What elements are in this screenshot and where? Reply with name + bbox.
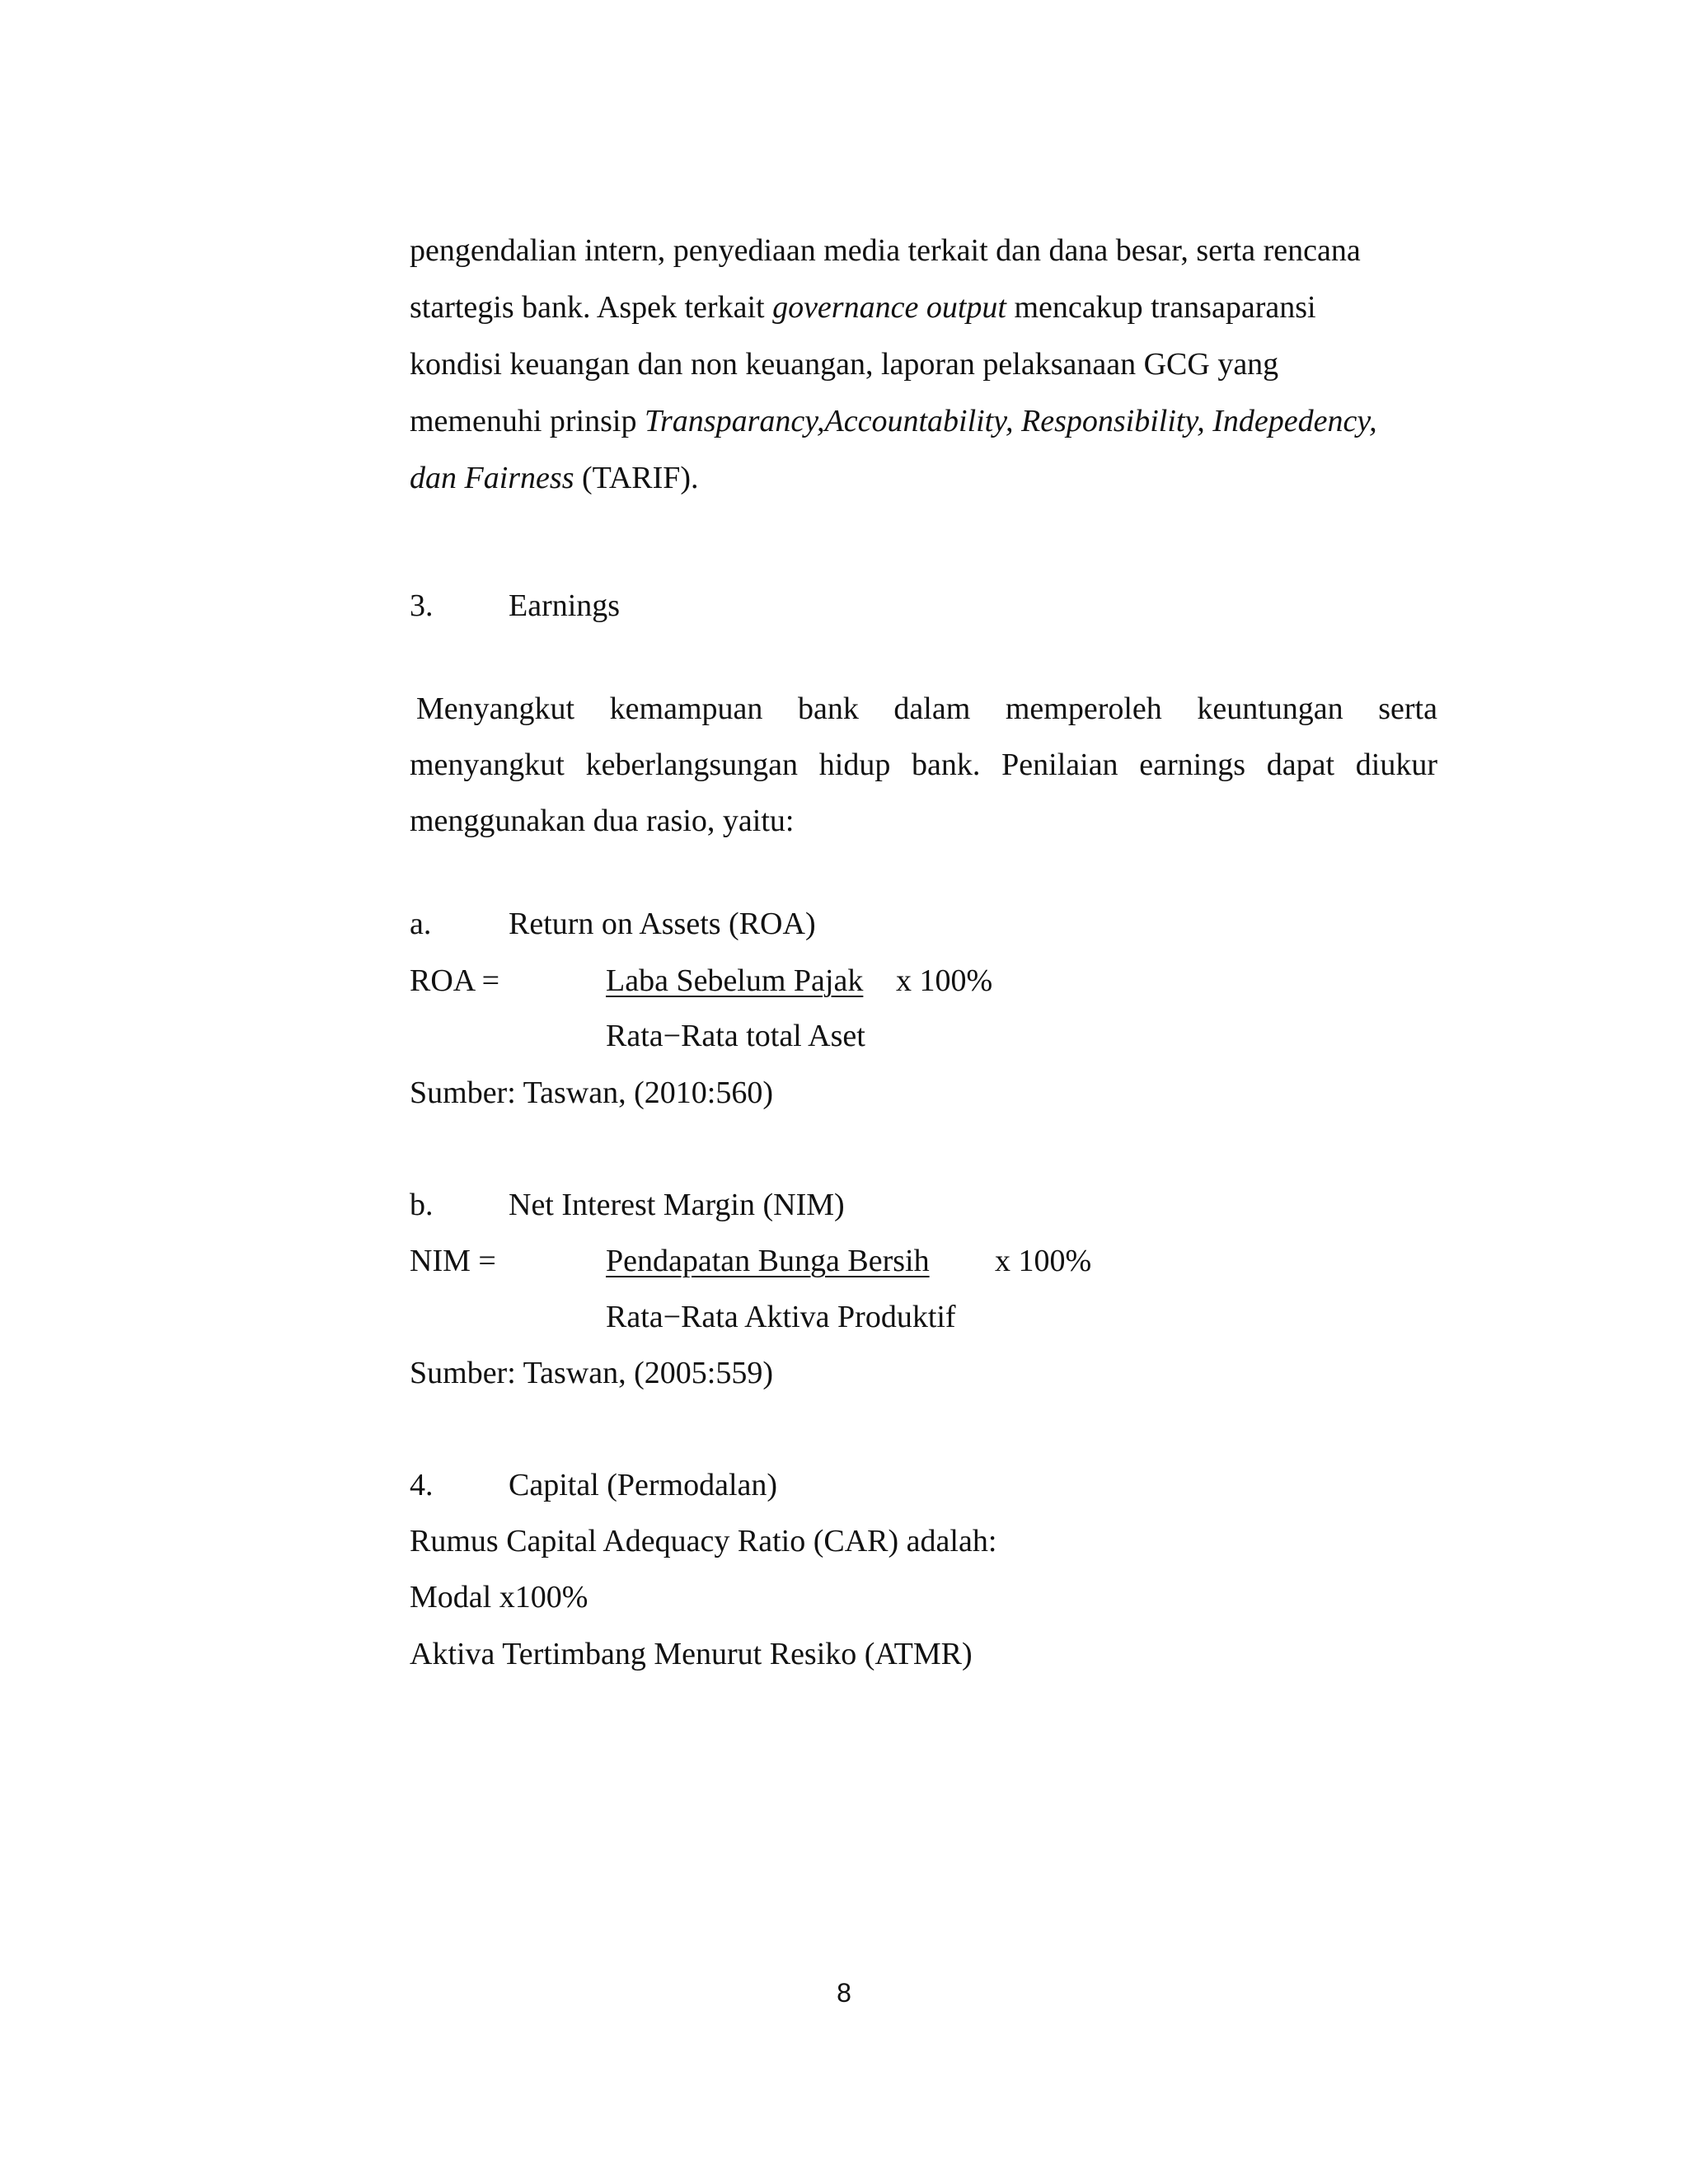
formula-numerator: Pendapatan Bunga Bersih xyxy=(606,1244,930,1278)
formula-roa xyxy=(410,956,1151,1005)
italic-term: governance output xyxy=(772,290,1006,325)
section-heading xyxy=(410,581,904,630)
formula-numerator: Laba Sebelum Pajak xyxy=(606,963,864,998)
paragraph-line xyxy=(410,453,1440,503)
paragraph-line: menggunakan dua rasio, yaitu: xyxy=(410,804,795,838)
section-title: Earnings xyxy=(509,588,621,623)
paragraph-line: Modal x100% xyxy=(410,1580,588,1615)
italic-term: Transparancy,Accountability, Responsibility, Indepedency, xyxy=(644,404,1377,438)
formula-denominator: Rata−Rata total Aset xyxy=(606,1019,865,1053)
subsection-title: Net Interest Margin (NIM) xyxy=(509,1188,845,1222)
section-heading xyxy=(410,1460,1069,1510)
section-title: Capital (Permodalan) xyxy=(509,1468,778,1502)
text-segment: memenuhi prinsip xyxy=(410,404,645,438)
formula-lhs: NIM = xyxy=(410,1244,496,1278)
paragraph-line: kondisi keuangan dan non keuangan, laporan pelaksanaan GCG yang xyxy=(410,347,1279,382)
formula-denominator-row xyxy=(410,1011,1151,1061)
subsection-letter: a. xyxy=(410,907,432,941)
formula-denominator-row xyxy=(410,1292,1151,1342)
paragraph-line xyxy=(410,283,1440,332)
section-number: 4. xyxy=(410,1468,434,1502)
formula-denominator: Rata−Rata Aktiva Produktif xyxy=(606,1300,956,1334)
subsection-letter: b. xyxy=(410,1188,434,1222)
text-segment: startegis bank. Aspek terkait xyxy=(410,290,773,325)
subsection-heading xyxy=(410,1180,1069,1230)
paragraph-line: Menyangkut kemampuan bank dalam memperoleh keuntungan serta xyxy=(416,691,1437,726)
paragraph-line: Aktiva Tertimbang Menurut Resiko (ATMR) xyxy=(410,1637,973,1671)
formula-multiplier: x 100% xyxy=(995,1244,1092,1278)
paragraph-line xyxy=(410,396,1440,446)
section-number: 3. xyxy=(410,588,434,623)
paragraph-line: pengendalian intern, penyediaan media terkait dan dana besar, serta rencana xyxy=(410,233,1361,268)
source-citation: Sumber: Taswan, (2005:559) xyxy=(410,1356,773,1390)
formula-multiplier: x 100% xyxy=(896,963,993,998)
text-segment: (TARIF). xyxy=(574,461,699,495)
paragraph-line: Rumus Capital Adequacy Ratio (CAR) adalah: xyxy=(410,1524,997,1558)
text-segment: mencakup transaparansi xyxy=(1006,290,1316,325)
formula-lhs: ROA = xyxy=(410,963,500,998)
source-citation: Sumber: Taswan, (2010:560) xyxy=(410,1076,773,1110)
subsection-heading xyxy=(410,899,1069,949)
italic-term: dan Fairness xyxy=(410,461,574,495)
paragraph-line: menyangkut keberlangsungan hidup bank. Penilaian earnings dapat diukur xyxy=(410,748,1437,782)
subsection-title: Return on Assets (ROA) xyxy=(509,907,816,941)
formula-nim xyxy=(410,1236,1151,1286)
page-number: 8 xyxy=(837,1978,851,2008)
